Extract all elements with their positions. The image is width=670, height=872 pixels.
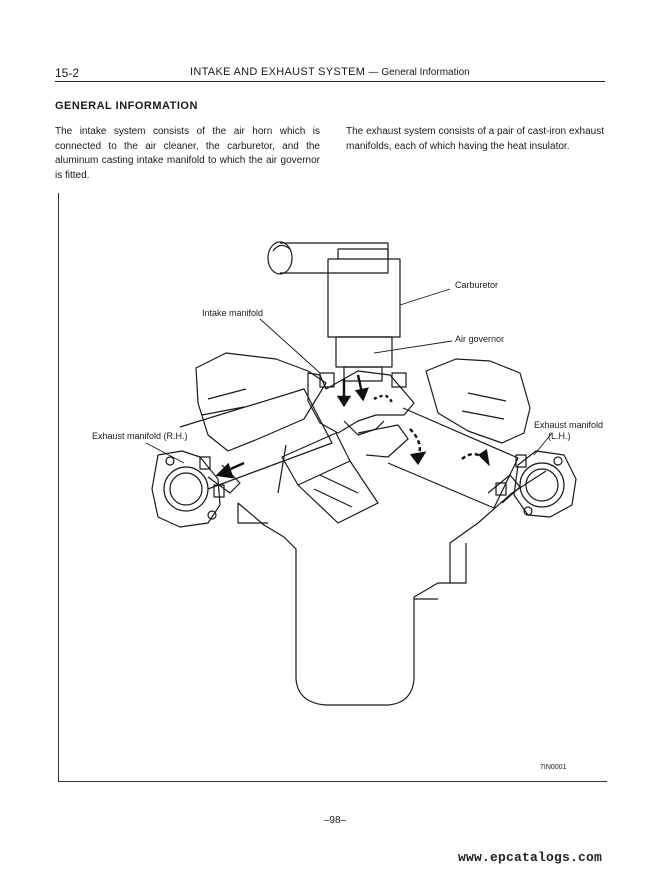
running-head-subtitle: — General Information: [368, 67, 470, 78]
label-exhaust-manifold-rh: Exhaust manifold (R.H.): [92, 431, 188, 441]
header-rule: [55, 81, 605, 82]
exhaust-paragraph: The exhaust system consists of a pair of cast-iron exhaust manifolds, each of which having the heat insulator.: [346, 126, 604, 152]
label-exhaust-manifold-lh-side: (L.H.): [548, 431, 571, 441]
intake-paragraph: The intake system consists of the air horn which is connected to the air cleaner, the carburetor, and the aluminum casting intake manifold to which the air governor is fitted.: [55, 126, 320, 181]
label-carburetor: Carburetor: [455, 280, 499, 290]
section-title: GENERAL INFORMATION: [55, 100, 198, 112]
page-number: 15-2: [55, 66, 80, 80]
watermark: www.epcatalogs.com: [458, 850, 603, 865]
exhaust-manifold-lh: [488, 451, 576, 517]
footer-page-number: –98–: [323, 815, 347, 826]
label-intake-manifold: Intake manifold: [202, 308, 264, 318]
label-air-governor: Air governor: [455, 334, 505, 344]
figure-code: 7IN0001: [540, 764, 567, 771]
cylinder-bank-lh: [388, 359, 530, 508]
page-header: [55, 66, 603, 82]
running-head-title: INTAKE AND EXHAUST SYSTEM: [190, 66, 366, 78]
exhaust-manifold-rh: [152, 451, 240, 527]
running-head: [190, 66, 470, 78]
carburetor: [328, 249, 400, 381]
label-exhaust-manifold-lh: Exhaust manifold: [534, 420, 604, 430]
engine-diagram: [58, 193, 606, 781]
piston-assembly: [282, 425, 408, 523]
flow-arrows: [218, 375, 488, 477]
